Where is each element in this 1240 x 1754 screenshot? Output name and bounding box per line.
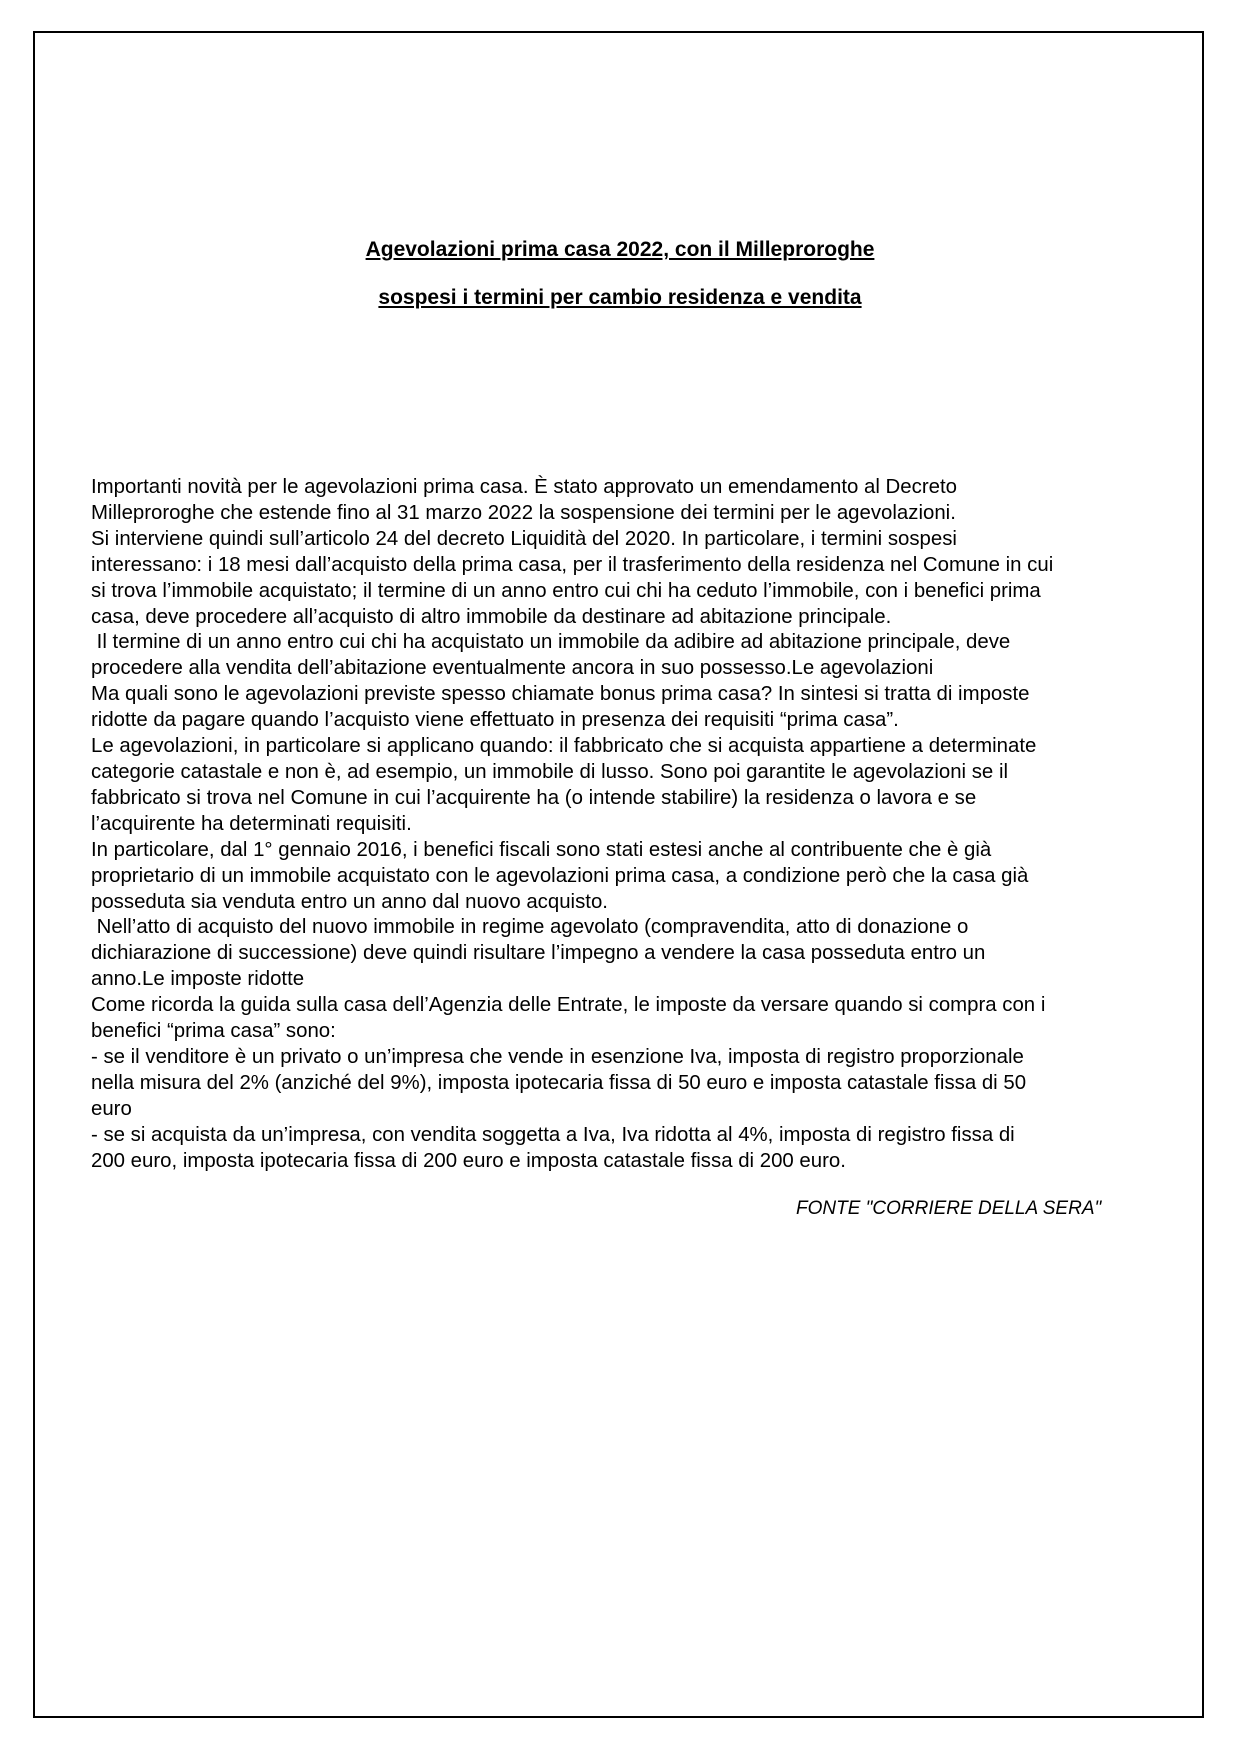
body-line: euro	[91, 1097, 132, 1120]
document-title: Agevolazioni prima casa 2022, con il Milleproroghe	[365, 238, 875, 261]
body-line: si trova l’immobile acquistato; il termine di un anno entro cui chi ha ceduto l’immobile, con i benefici prima	[91, 579, 1041, 602]
body-line: proprietario di un immobile acquistato con le agevolazioni prima casa, a condizione però che la casa già	[91, 864, 1029, 887]
body-line: Nell’atto di acquisto del nuovo immobile in regime agevolato (compravendita, atto di donazione o	[91, 916, 969, 939]
body-line: posseduta sia venduta entro un anno dal nuovo acquisto.	[91, 890, 608, 913]
article-body	[91, 475, 1161, 1174]
body-line: nella misura del 2% (anziché del 9%), imposta ipotecaria fissa di 50 euro e imposta catastale fissa di 50	[91, 1071, 1027, 1094]
body-line: ridotte da pagare quando l’acquisto viene effettuato in presenza dei requisiti “prima casa”.	[91, 709, 899, 732]
document-subtitle: sospesi i termini per cambio residenza e vendita	[378, 286, 862, 309]
body-line: Importanti novità per le agevolazioni prima casa. È stato approvato un emendamento al Decreto	[91, 476, 957, 498]
body-line: l’acquirente ha determinati requisiti.	[91, 812, 412, 835]
body-line: categorie catastale e non è, ad esempio, un immobile di lusso. Sono poi garantite le agevolazioni se il	[91, 760, 1009, 783]
body-line: Milleproroghe che estende fino al 31 marzo 2022 la sospensione dei termini per le agevolazioni.	[91, 501, 956, 524]
body-line: benefici “prima casa” sono:	[91, 1020, 336, 1043]
body-line: interessano: i 18 mesi dall’acquisto della prima casa, per il trasferimento della residenza nel Comune in cui	[91, 553, 1054, 576]
source-credit: FONTE "CORRIERE DELLA SERA"	[796, 1198, 1102, 1219]
body-line: - se si acquista da un’impresa, con vendita soggetta a Iva, Iva ridotta al 4%, imposta di registro fissa di	[91, 1123, 1015, 1146]
body-line: In particolare, dal 1° gennaio 2016, i benefici fiscali sono stati estesi anche al contribuente che è già	[91, 838, 992, 861]
body-line: Ma quali sono le agevolazioni previste spesso chiamate bonus prima casa? In sintesi si tratta di imposte	[91, 683, 1030, 706]
body-line: Come ricorda la guida sulla casa dell’Agenzia delle Entrate, le imposte da versare quando si compra con i	[91, 994, 1046, 1017]
body-line: Le agevolazioni, in particolare si applicano quando: il fabbricato che si acquista appartiene a determinate	[91, 735, 1037, 758]
body-line: fabbricato si trova nel Comune in cui l’acquirente ha (o intende stabilire) la residenza o lavora e se	[91, 786, 977, 809]
body-line: dichiarazione di successione) deve quindi risultare l’impegno a vendere la casa posseduta entro un	[91, 942, 986, 965]
body-line: casa, deve procedere all’acquisto di altro immobile da destinare ad abitazione principale.	[91, 605, 892, 628]
body-line: anno.Le imposte ridotte	[91, 968, 305, 991]
body-line: Si interviene quindi sull’articolo 24 del decreto Liquidità del 2020. In particolare, i termini sospesi	[91, 527, 957, 550]
body-line: procedere alla vendita dell’abitazione eventualmente ancora in suo possesso.Le agevolazioni	[91, 657, 934, 680]
body-line: - se il venditore è un privato o un’impresa che vende in esenzione Iva, imposta di registro proporzionale	[91, 1045, 1024, 1068]
body-line: 200 euro, imposta ipotecaria fissa di 200 euro e imposta catastale fissa di 200 euro.	[91, 1149, 846, 1172]
body-line: Il termine di un anno entro cui chi ha acquistato un immobile da adibire ad abitazione principale, deve	[91, 631, 1011, 654]
